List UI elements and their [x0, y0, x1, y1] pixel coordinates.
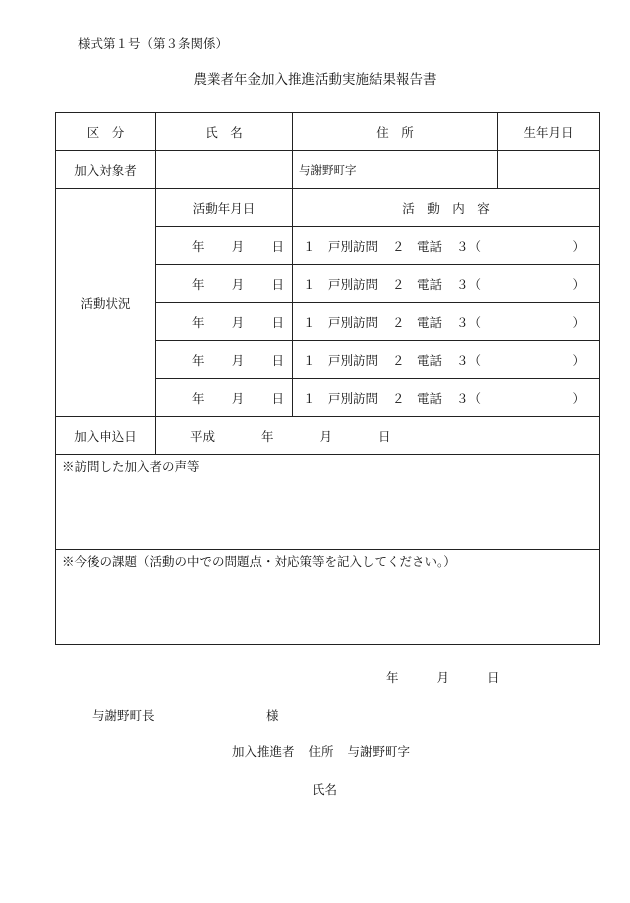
- promoter-address-label: 住所: [308, 744, 334, 759]
- target-label: 加入対象者: [56, 151, 156, 189]
- month-label: 月: [231, 352, 245, 368]
- honorific-label: 様: [266, 708, 279, 723]
- issues-label: ※今後の課題（活動の中での問題点・対応策等を記入してください。）: [62, 554, 456, 569]
- option-visit[interactable]: １ 戸別訪問: [303, 276, 379, 292]
- activity-content-header: 活 動 内 容: [293, 189, 600, 227]
- month-label: 月: [231, 390, 245, 406]
- month-label: 月: [231, 314, 245, 330]
- year-label: 年: [192, 238, 205, 254]
- issues-field[interactable]: [56, 550, 600, 645]
- header-row: [56, 113, 600, 151]
- voices-label: ※訪問した加入者の声等: [62, 459, 200, 474]
- option-phone[interactable]: ２ 電話: [392, 352, 443, 368]
- day-label: 日: [271, 352, 284, 368]
- option-visit[interactable]: １ 戸別訪問: [303, 238, 379, 254]
- day-label: 日: [271, 390, 284, 406]
- recipient-label: 与謝野町長: [92, 708, 155, 723]
- year-label: 年: [192, 352, 205, 368]
- application-day-label: 日: [378, 428, 391, 444]
- option-phone[interactable]: ２ 電話: [392, 390, 443, 406]
- option-visit[interactable]: １ 戸別訪問: [303, 314, 379, 330]
- activity-header-row: [56, 189, 600, 227]
- option-close-paren: ）: [572, 238, 585, 254]
- application-era: 平成: [190, 428, 216, 444]
- application-row: [56, 417, 600, 455]
- signature-month-label: 月: [436, 670, 450, 685]
- option-other[interactable]: ３（: [456, 314, 482, 330]
- application-label: 加入申込日: [56, 417, 156, 455]
- option-close-paren: ）: [572, 390, 585, 406]
- option-close-paren: ）: [572, 352, 585, 368]
- application-month-label: 月: [319, 428, 333, 444]
- document-title: 農業者年金加入推進活動実施結果報告書: [193, 72, 437, 88]
- option-other[interactable]: ３（: [456, 276, 482, 292]
- activity-content-field[interactable]: [293, 265, 600, 303]
- activity-content-field[interactable]: [293, 341, 600, 379]
- promoter-label: 加入推進者: [232, 744, 295, 759]
- application-year-label: 年: [261, 428, 274, 444]
- signature-day-label: 日: [487, 670, 500, 685]
- form-number: 様式第１号（第３条関係）: [78, 36, 229, 51]
- promoter-address-prefix: 与謝野町字: [347, 744, 411, 759]
- signature-year-label: 年: [386, 670, 399, 685]
- year-label: 年: [192, 390, 205, 406]
- month-label: 月: [231, 276, 245, 292]
- promoter-line[interactable]: [232, 742, 410, 760]
- activity-date-field[interactable]: [156, 303, 293, 341]
- day-label: 日: [271, 238, 284, 254]
- activity-label: 活動状況: [56, 189, 156, 417]
- header-address: 住 所: [293, 113, 498, 151]
- target-address-prefix: 与謝野町字: [299, 162, 357, 177]
- header-name: 氏 名: [156, 113, 293, 151]
- activity-date-field[interactable]: [156, 379, 293, 417]
- option-other[interactable]: ３（: [456, 238, 482, 254]
- voices-field[interactable]: [56, 455, 600, 550]
- header-birthdate: 生年月日: [498, 113, 600, 151]
- application-date-field[interactable]: [156, 417, 600, 455]
- option-visit[interactable]: １ 戸別訪問: [303, 390, 379, 406]
- year-label: 年: [192, 314, 205, 330]
- option-phone[interactable]: ２ 電話: [392, 314, 443, 330]
- target-name-field[interactable]: [156, 151, 293, 189]
- option-phone[interactable]: ２ 電話: [392, 276, 443, 292]
- activity-date-field[interactable]: [156, 265, 293, 303]
- header-category: 区 分: [56, 113, 156, 151]
- signature-date[interactable]: [386, 668, 500, 686]
- option-other[interactable]: ３（: [456, 390, 482, 406]
- target-birthdate-field[interactable]: [498, 151, 600, 189]
- year-label: 年: [192, 276, 205, 292]
- day-label: 日: [271, 314, 284, 330]
- issues-row: [56, 550, 600, 645]
- activity-content-field[interactable]: [293, 303, 600, 341]
- target-address-field[interactable]: [293, 151, 498, 189]
- option-close-paren: ）: [572, 276, 585, 292]
- option-visit[interactable]: １ 戸別訪問: [303, 352, 379, 368]
- option-phone[interactable]: ２ 電話: [392, 238, 443, 254]
- option-other[interactable]: ３（: [456, 352, 482, 368]
- option-close-paren: ）: [572, 314, 585, 330]
- activity-date-header: 活動年月日: [156, 189, 293, 227]
- month-label: 月: [231, 238, 245, 254]
- activity-date-field[interactable]: [156, 227, 293, 265]
- day-label: 日: [271, 276, 284, 292]
- target-row: [56, 151, 600, 189]
- report-table: [55, 112, 600, 645]
- activity-content-field[interactable]: [293, 227, 600, 265]
- activity-date-field[interactable]: [156, 341, 293, 379]
- promoter-name-label[interactable]: 氏名: [312, 782, 338, 797]
- activity-content-field[interactable]: [293, 379, 600, 417]
- voices-row: [56, 455, 600, 550]
